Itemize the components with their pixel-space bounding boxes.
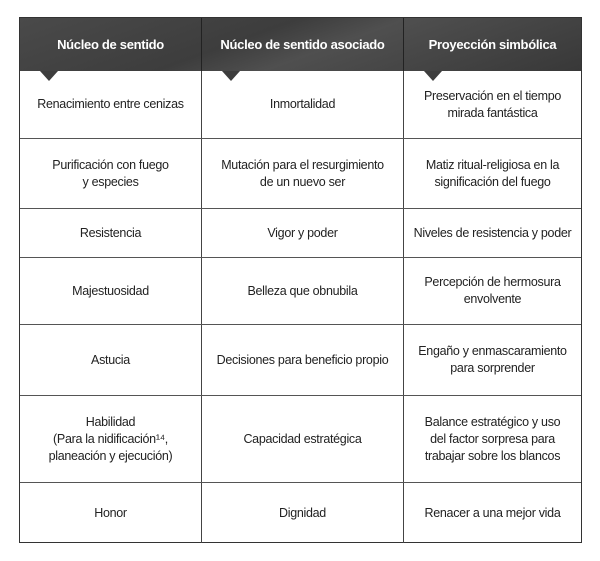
table-row xyxy=(20,208,581,257)
header-proyeccion xyxy=(404,18,581,71)
table-cell: Decisiones para beneficio propio xyxy=(202,325,404,395)
table-cell: Astucia xyxy=(20,325,202,395)
table-cell: Dignidad xyxy=(202,483,404,543)
table-cell: Resistencia xyxy=(20,209,202,257)
table-row xyxy=(20,324,581,395)
table-cell: Capacidad estratégica xyxy=(202,396,404,482)
table-row xyxy=(20,138,581,208)
table-cell: Majestuosidad xyxy=(20,258,202,324)
table-cell: Niveles de resistencia y poder xyxy=(413,225,572,240)
symbolism-table xyxy=(19,17,582,543)
table-cell: Matiz ritual-religiosa en la significación del fuego xyxy=(425,157,560,189)
table-row xyxy=(20,395,581,482)
table-row xyxy=(20,257,581,324)
header-label: Núcleo de sentido asociado xyxy=(220,37,385,52)
table-cell: Habilidad (Para la nidificación¹⁴, planeación y ejecución) xyxy=(20,396,202,482)
table-cell: Renacimiento entre cenizas xyxy=(20,71,202,138)
header-label: Núcleo de sentido xyxy=(57,37,164,52)
table-cell: Inmortalidad xyxy=(202,71,404,138)
table-cell: Belleza que obnubila xyxy=(202,258,404,324)
table-cell: Percepción de hermosura envolvente xyxy=(424,275,561,306)
table-cell: Vigor y poder xyxy=(202,209,404,257)
header-nucleo-sentido xyxy=(20,18,202,71)
table-cell: Engaño y enmascaramiento para sorprender xyxy=(418,344,567,375)
table-row xyxy=(20,482,581,543)
table-cell: Balance estratégico y uso del factor sorpresa para trabajar sobre los blancos xyxy=(424,414,561,463)
header-nucleo-asociado xyxy=(202,18,404,71)
table-cell: Mutación para el resurgimiento de un nuevo ser xyxy=(202,139,404,208)
table-row xyxy=(20,71,581,138)
table-cell: Preservación en el tiempo mirada fantástica xyxy=(423,88,562,120)
table-body xyxy=(20,71,581,543)
table-cell: Honor xyxy=(20,483,202,543)
table-cell: Purificación con fuego y especies xyxy=(20,139,202,208)
table-header xyxy=(20,18,581,71)
header-label: Proyección simbólica xyxy=(428,37,557,52)
table-cell: Renacer a una mejor vida xyxy=(424,505,561,520)
